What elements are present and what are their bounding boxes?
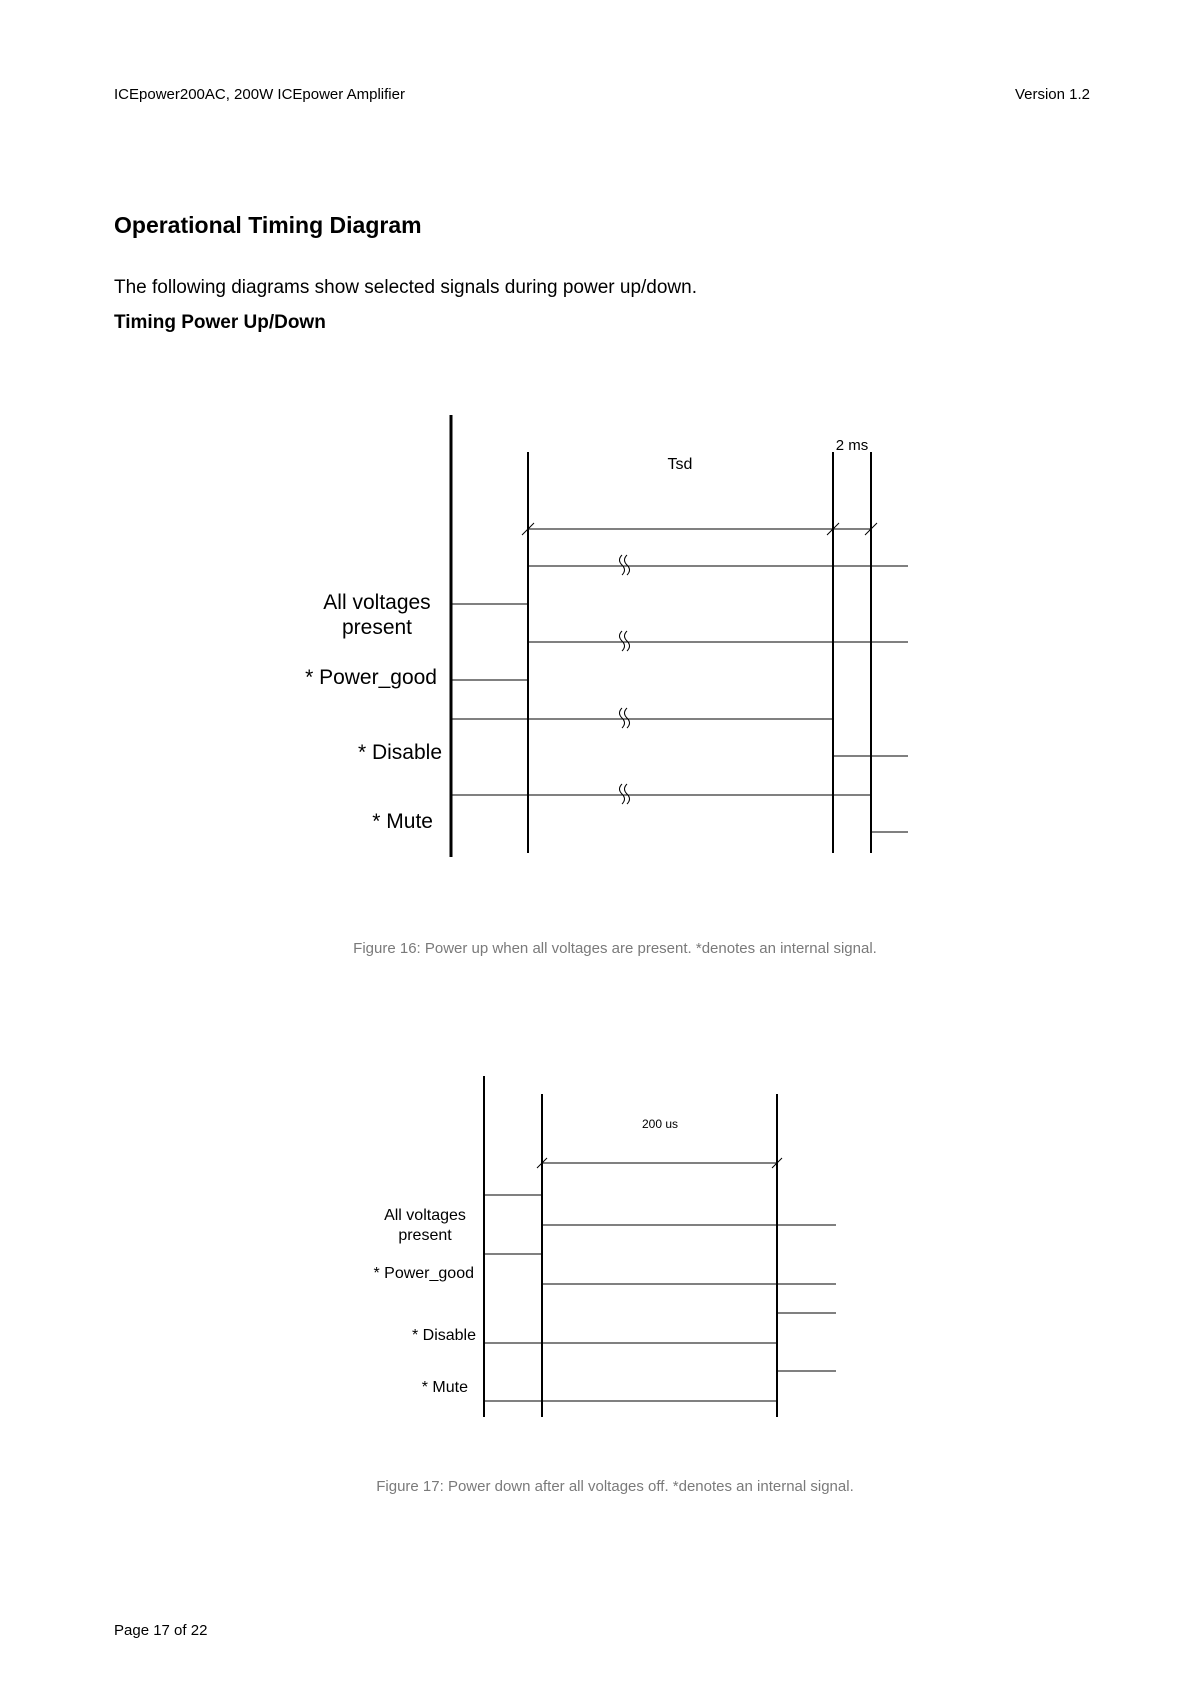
fig17-all-voltages-label: All voltages [384,1207,466,1224]
fig16-break-symbol [620,784,630,804]
fig16-all-voltages-label: All voltages [323,591,431,614]
fig16-break-symbol [620,631,630,651]
fig16-tsd-label: Tsd [667,456,693,473]
header-document-title: ICEpower200AC, 200W ICEpower Amplifier [114,86,405,103]
fig16-mute-label: * Mute [372,810,433,833]
intro-paragraph: The following diagrams show selected signals during power up/down. [114,277,697,298]
figure-17-diagram [373,1076,836,1417]
fig17-200us-label: 200 us [641,1117,679,1131]
section-subheading: Timing Power Up/Down [114,312,326,333]
fig17-disable-label: * Disable [411,1327,476,1344]
figure-16-diagram [305,415,908,857]
fig16-disable-label: * Disable [357,741,442,764]
fig16-all-voltages-label-2: present [341,616,413,639]
page-number: Page 17 of 22 [114,1622,208,1639]
fig16-break-symbol [620,708,630,728]
fig17-mute-label: * Mute [421,1379,468,1396]
fig16-2ms-label: 2 ms [835,437,869,454]
fig17-power-good-label: * Power_good [373,1265,474,1282]
fig16-power-good-label: * Power_good [305,666,437,689]
header-version: Version 1.2 [1014,86,1090,103]
fig17-all-voltages-label-2: present [398,1227,452,1244]
figure-16-caption: Figure 16: Power up when all voltages are present. *denotes an internal signal. [353,940,877,957]
figure-17-caption: Figure 17: Power down after all voltages off. *denotes an internal signal. [376,1478,854,1495]
fig16-break-symbol [620,555,630,575]
page-title: Operational Timing Diagram [114,212,422,238]
